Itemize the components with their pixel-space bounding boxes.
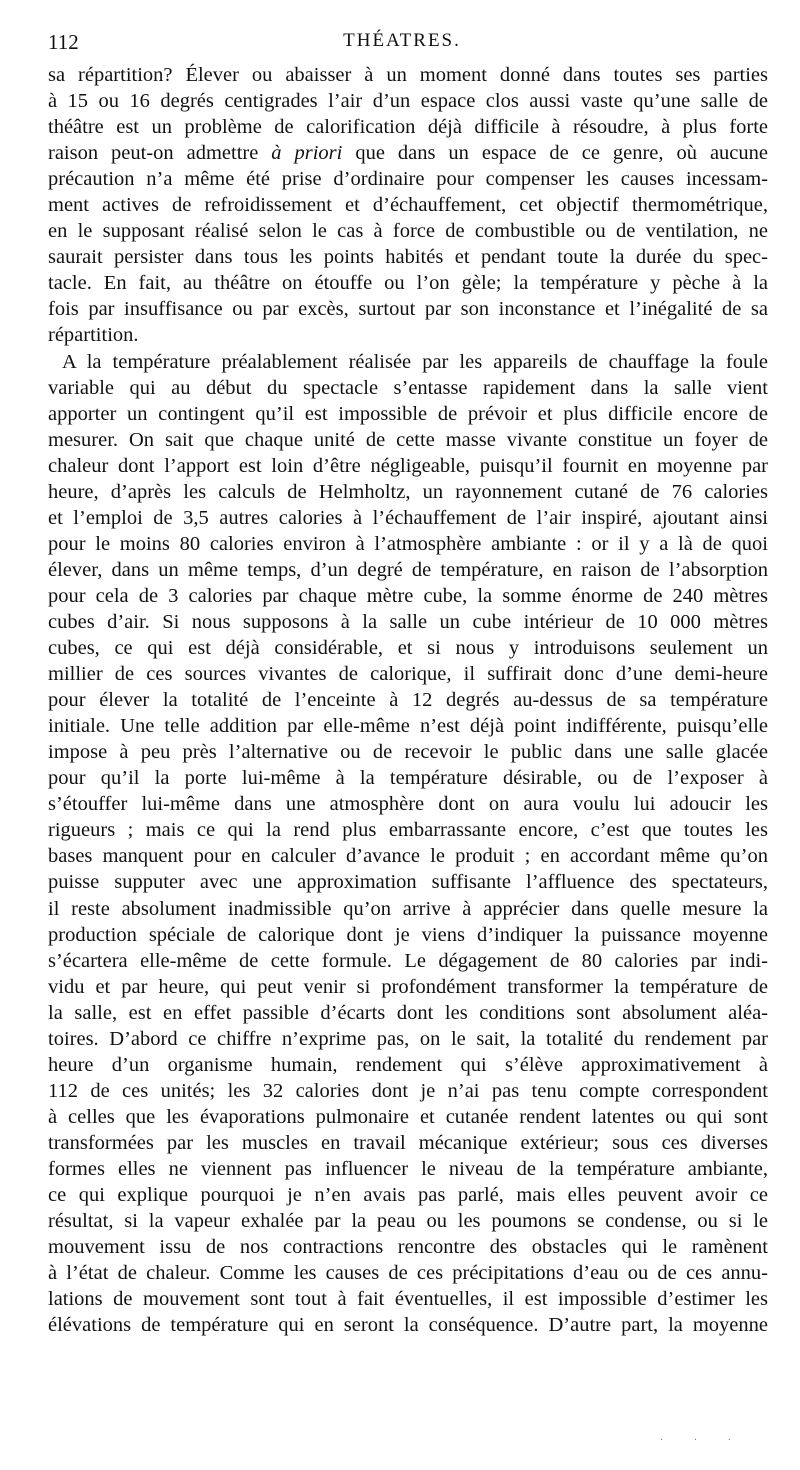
text-line: initiale. Une telle addition par elle-même n’est déjà point indifférente, puisqu’elle: [48, 715, 768, 738]
text-line: tacle. En fait, au théâtre on étouffe ou l’on gèle; la température y pèche à la: [48, 272, 768, 295]
text-line: mouvement issu de nos contractions rencontre des obstacles qui le ramènent: [48, 1236, 768, 1259]
body-text: [48, 62, 768, 1338]
text-line: à 15 ou 16 degrés centigrades l’air d’un espace clos aussi vaste qu’une salle de: [48, 90, 768, 113]
text-line: et l’emploi de 3,5 autres calories à l’échauffement de l’air inspiré, ajoutant ainsi: [48, 506, 768, 529]
text-line: ment actives de refroidissement et d’échauffement, cet objectif thermométrique,: [48, 194, 768, 217]
text-line: sa répartition? Élever ou abaisser à un moment donné dans toutes ses parties: [48, 64, 768, 86]
print-smudge: · · ·: [660, 1435, 745, 1446]
text-line: mesurer. On sait que chaque unité de cette masse vivante constitue un foyer de: [48, 428, 768, 451]
text-line: millier de ces sources vivantes de calorique, il suffirait donc d’une demi-heure: [48, 663, 768, 686]
text-line: résultat, si la vapeur exhalée par la peau ou les poumons se condense, ou si le: [48, 1210, 768, 1233]
text-line: 112 de ces unités; les 32 calories dont je n’ai pas tenu compte correspondent: [48, 1079, 768, 1102]
page-number: 112: [48, 30, 79, 54]
text-line: à celles que les évaporations pulmonaire et cutanée rendent latentes ou qui sont: [48, 1105, 768, 1128]
text-line: lations de mouvement sont tout à fait éventuelles, il est impossible d’estimer les: [48, 1288, 768, 1311]
text-line: élévations de température qui en seront la conséquence. D’autre part, la moyenne: [48, 1314, 768, 1337]
text-line: ce qui explique pourquoi je n’en avais pas parlé, mais elles peuvent avoir ce: [48, 1184, 768, 1207]
text-line: élever, dans un même temps, d’un degré de température, en raison de l’absorption: [48, 558, 768, 581]
text-line: formes elles ne viennent pas influencer le niveau de la température ambiante,: [48, 1157, 768, 1180]
text-line: pour qu’il la porte lui-même à la température désirable, ou de l’exposer à: [48, 767, 768, 790]
text-line: cubes d’air. Si nous supposons à la salle un cube intérieur de 10 000 mètres: [48, 610, 768, 633]
text-line: production spéciale de calorique dont je viens d’indiquer la puissance moyenne: [48, 923, 768, 946]
text-line: heure d’un organisme humain, rendement qui s’élève approximativement à: [48, 1053, 768, 1076]
text-line: rigueurs ; mais ce qui la rend plus embarrassante encore, c’est que toutes les: [48, 819, 768, 842]
text-line: saurait persister dans tous les points habités et pendant toute la durée du spec-: [48, 246, 768, 269]
text-line: s’étouffer lui-même dans une atmosphère dont on aura voulu lui adoucir les: [48, 793, 768, 816]
text-line: toires. D’abord ce chiffre n’exprime pas, on le sait, la totalité du rendement par: [48, 1027, 768, 1050]
text-line: impose à peu près l’alternative ou de recevoir le public dans une salle glacée: [48, 741, 768, 764]
text-line: en le supposant réalisé selon le cas à force de combustible ou de ventilation, ne: [48, 220, 768, 243]
text-line: transformées par les muscles en travail mécanique extérieur; sous ces diverses: [48, 1131, 768, 1154]
text-line: raison peut-on admettre à priori que dans un espace de ce genre, où aucune: [48, 142, 768, 165]
text-line: bases manquent pour en calculer d’avance le produit ; en accordant même qu’on: [48, 845, 768, 868]
text-line: A la température préalablement réalisée par les appareils de chauffage la foule: [62, 350, 768, 373]
running-title: THÉATRES.: [343, 30, 461, 51]
text-line: fois par insuffisance ou par excès, surtout par son inconstance et l’inégalité de sa: [48, 298, 768, 321]
text-line: vidu et par heure, qui peut venir si profondément transformer la température de: [48, 975, 768, 998]
text-line: cubes, ce qui est déjà considérable, et si nous y introduisons seulement un: [48, 637, 768, 660]
text-line: la salle, est en effet passible d’écarts dont les conditions sont absolument aléa-: [48, 1001, 768, 1024]
text-line: variable qui au début du spectacle s’entasse rapidement dans la salle vient: [48, 376, 768, 399]
text-line: heure, d’après les calculs de Helmholtz, un rayonnement cutané de 76 calories: [48, 480, 768, 503]
text-line: pour le moins 80 calories environ à l’atmosphère ambiante : or il y a là de quoi: [48, 532, 768, 555]
text-line: pour élever la totalité de l’enceinte à 12 degrés au-dessus de sa température: [48, 689, 768, 712]
text-line: puisse supputer avec une approximation suffisante l’affluence des spectateurs,: [48, 871, 768, 894]
text-line: chaleur dont l’apport est loin d’être négligeable, puisqu’il fournit en moyenne par: [48, 454, 768, 477]
text-line: précaution n’a même été prise d’ordinaire pour compenser les causes incessam-: [48, 168, 768, 191]
text-line: théâtre est un problème de calorification déjà difficile à résoudre, à plus forte: [48, 116, 768, 139]
text-line: répartition.: [48, 324, 139, 347]
text-line: il reste absolument inadmissible qu’on arrive à apprécier dans quelle mesure la: [48, 897, 768, 920]
text-line: apporter un contingent qu’il est impossible de prévoir et plus difficile encore de: [48, 402, 768, 425]
text-line: à l’état de chaleur. Comme les causes de ces précipitations d’eau ou de ces annu-: [48, 1262, 768, 1285]
running-head: [48, 30, 756, 56]
text-line: pour cela de 3 calories par chaque mètre cube, la somme énorme de 240 mètres: [48, 584, 768, 607]
text-line: s’écartera elle-même de cette formule. Le dégagement de 80 calories par indi-: [48, 949, 768, 972]
